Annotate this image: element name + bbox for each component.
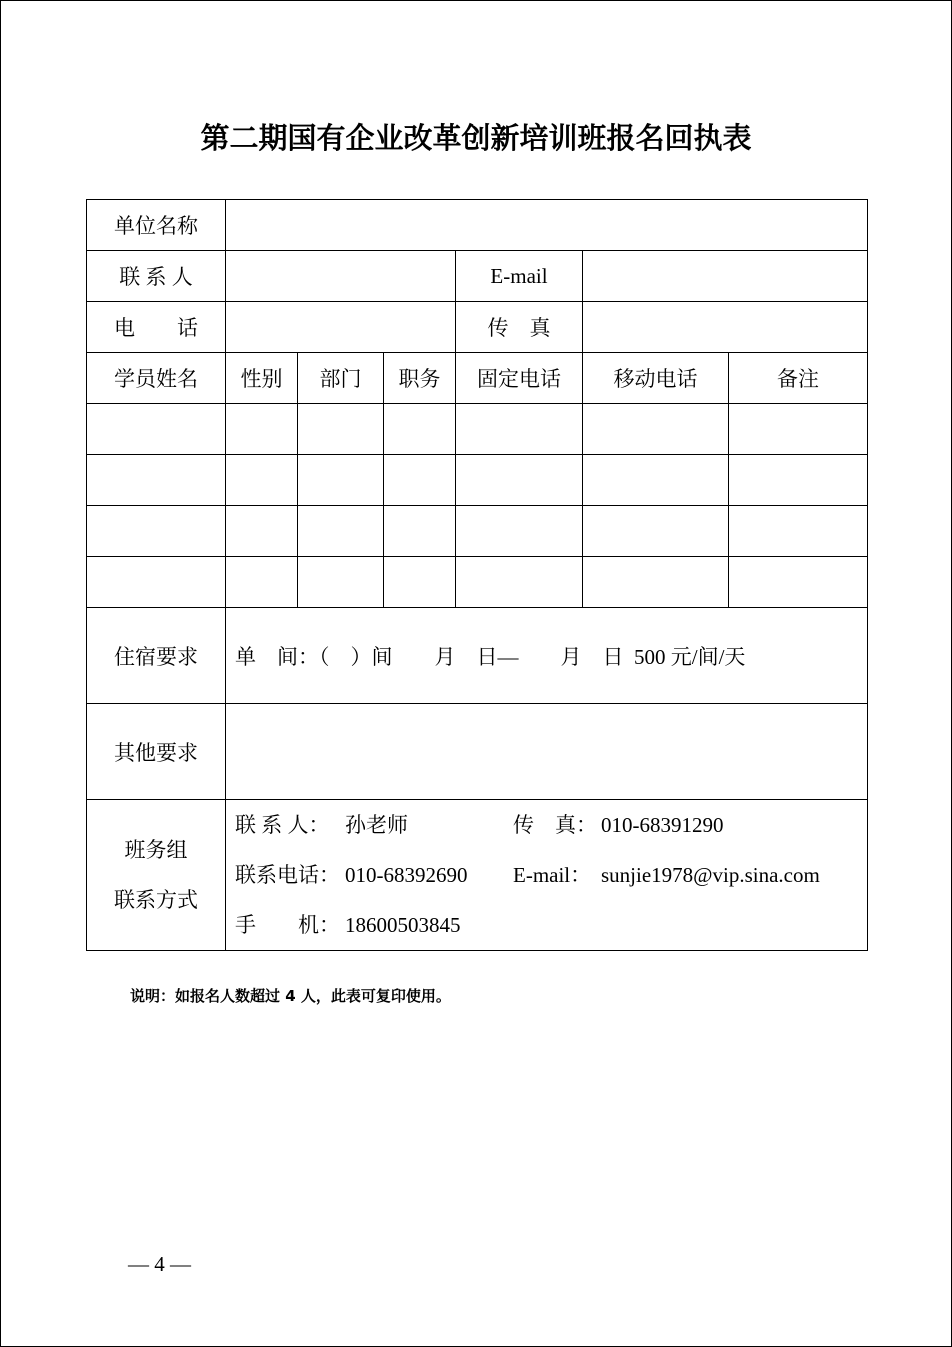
student-gender-cell[interactable]: [226, 506, 298, 557]
unit-name-label: 单位名称: [87, 200, 226, 251]
fax-field[interactable]: [583, 302, 868, 353]
student-name-cell[interactable]: [87, 404, 226, 455]
student-row: [87, 455, 868, 506]
class-mobile-label: 手 机：: [235, 913, 340, 937]
student-mobile-cell[interactable]: [583, 506, 729, 557]
student-gender-cell[interactable]: [226, 455, 298, 506]
class-group-contact-info: [226, 800, 868, 951]
student-department-cell[interactable]: [298, 557, 384, 608]
class-group-contact-row: [87, 800, 868, 951]
student-row: [87, 557, 868, 608]
class-contact-value: 孙老师: [345, 813, 408, 837]
email-label: E-mail: [456, 251, 583, 302]
student-name-cell[interactable]: [87, 557, 226, 608]
col-header-mobile: 移动电话: [583, 353, 729, 404]
student-department-cell[interactable]: [298, 455, 384, 506]
phone-field[interactable]: [226, 302, 456, 353]
student-remarks-cell[interactable]: [729, 455, 868, 506]
page-title: 第二期国有企业改革创新培训班报名回执表: [200, 123, 752, 155]
contact-label: 联 系 人: [87, 251, 226, 302]
class-contact-label: 联 系 人：: [235, 813, 330, 837]
registration-form-table: [86, 199, 868, 951]
usage-note: 说明：如报名人数超过 4 人，此表可复印使用。: [130, 987, 451, 1005]
class-fax-label: 传 真：: [513, 813, 597, 837]
class-email-label: E-mail：: [513, 863, 592, 887]
student-mobile-cell[interactable]: [583, 557, 729, 608]
student-department-cell[interactable]: [298, 404, 384, 455]
lodging-details[interactable]: 单 间：（ ）间 月 日— 月 日 500 元/间/天: [226, 608, 868, 704]
col-header-name: 学员姓名: [87, 353, 226, 404]
contact-field[interactable]: [226, 251, 456, 302]
lodging-label: 住宿要求: [87, 608, 226, 704]
col-header-gender: 性别: [226, 353, 298, 404]
student-row: [87, 404, 868, 455]
student-position-cell[interactable]: [384, 506, 456, 557]
class-group-label-line2: 联系方式: [114, 888, 198, 912]
student-position-cell[interactable]: [384, 404, 456, 455]
student-landline-cell[interactable]: [456, 404, 583, 455]
student-landline-cell[interactable]: [456, 506, 583, 557]
other-requirements-field[interactable]: [226, 704, 868, 800]
fax-label: 传 真: [456, 302, 583, 353]
class-phone-label: 联系电话：: [235, 863, 340, 887]
unit-name-field[interactable]: [226, 200, 868, 251]
student-remarks-cell[interactable]: [729, 506, 868, 557]
lodging-row: [87, 608, 868, 704]
class-email-value[interactable]: sunjie1978@vip.sina.com: [601, 863, 820, 887]
contact-row: [87, 251, 868, 302]
phone-row: [87, 302, 868, 353]
contact-line-1: [235, 800, 867, 850]
student-row: [87, 506, 868, 557]
student-position-cell[interactable]: [384, 557, 456, 608]
student-mobile-cell[interactable]: [583, 455, 729, 506]
contact-line-2: [235, 850, 867, 900]
email-field[interactable]: [583, 251, 868, 302]
class-group-label-line1: 班务组: [124, 838, 188, 862]
col-header-remarks: 备注: [729, 353, 868, 404]
class-fax-value: 010-68391290: [601, 813, 724, 837]
phone-label: 电 话: [87, 302, 226, 353]
student-name-cell[interactable]: [87, 455, 226, 506]
student-gender-cell[interactable]: [226, 404, 298, 455]
other-requirements-label: 其他要求: [87, 704, 226, 800]
column-header-row: [87, 353, 868, 404]
class-group-label: [87, 800, 226, 951]
student-landline-cell[interactable]: [456, 455, 583, 506]
student-landline-cell[interactable]: [456, 557, 583, 608]
student-gender-cell[interactable]: [226, 557, 298, 608]
student-remarks-cell[interactable]: [729, 404, 868, 455]
class-phone-value: 010-68392690: [345, 863, 468, 887]
student-position-cell[interactable]: [384, 455, 456, 506]
col-header-position: 职务: [384, 353, 456, 404]
student-mobile-cell[interactable]: [583, 404, 729, 455]
other-requirements-row: [87, 704, 868, 800]
unit-name-row: [87, 200, 868, 251]
contact-line-3: [235, 900, 867, 950]
student-name-cell[interactable]: [87, 506, 226, 557]
class-mobile-value: 18600503845: [345, 913, 461, 937]
col-header-landline: 固定电话: [456, 353, 583, 404]
page-number: — 4 —: [128, 1252, 191, 1276]
student-department-cell[interactable]: [298, 506, 384, 557]
student-remarks-cell[interactable]: [729, 557, 868, 608]
col-header-department: 部门: [298, 353, 384, 404]
